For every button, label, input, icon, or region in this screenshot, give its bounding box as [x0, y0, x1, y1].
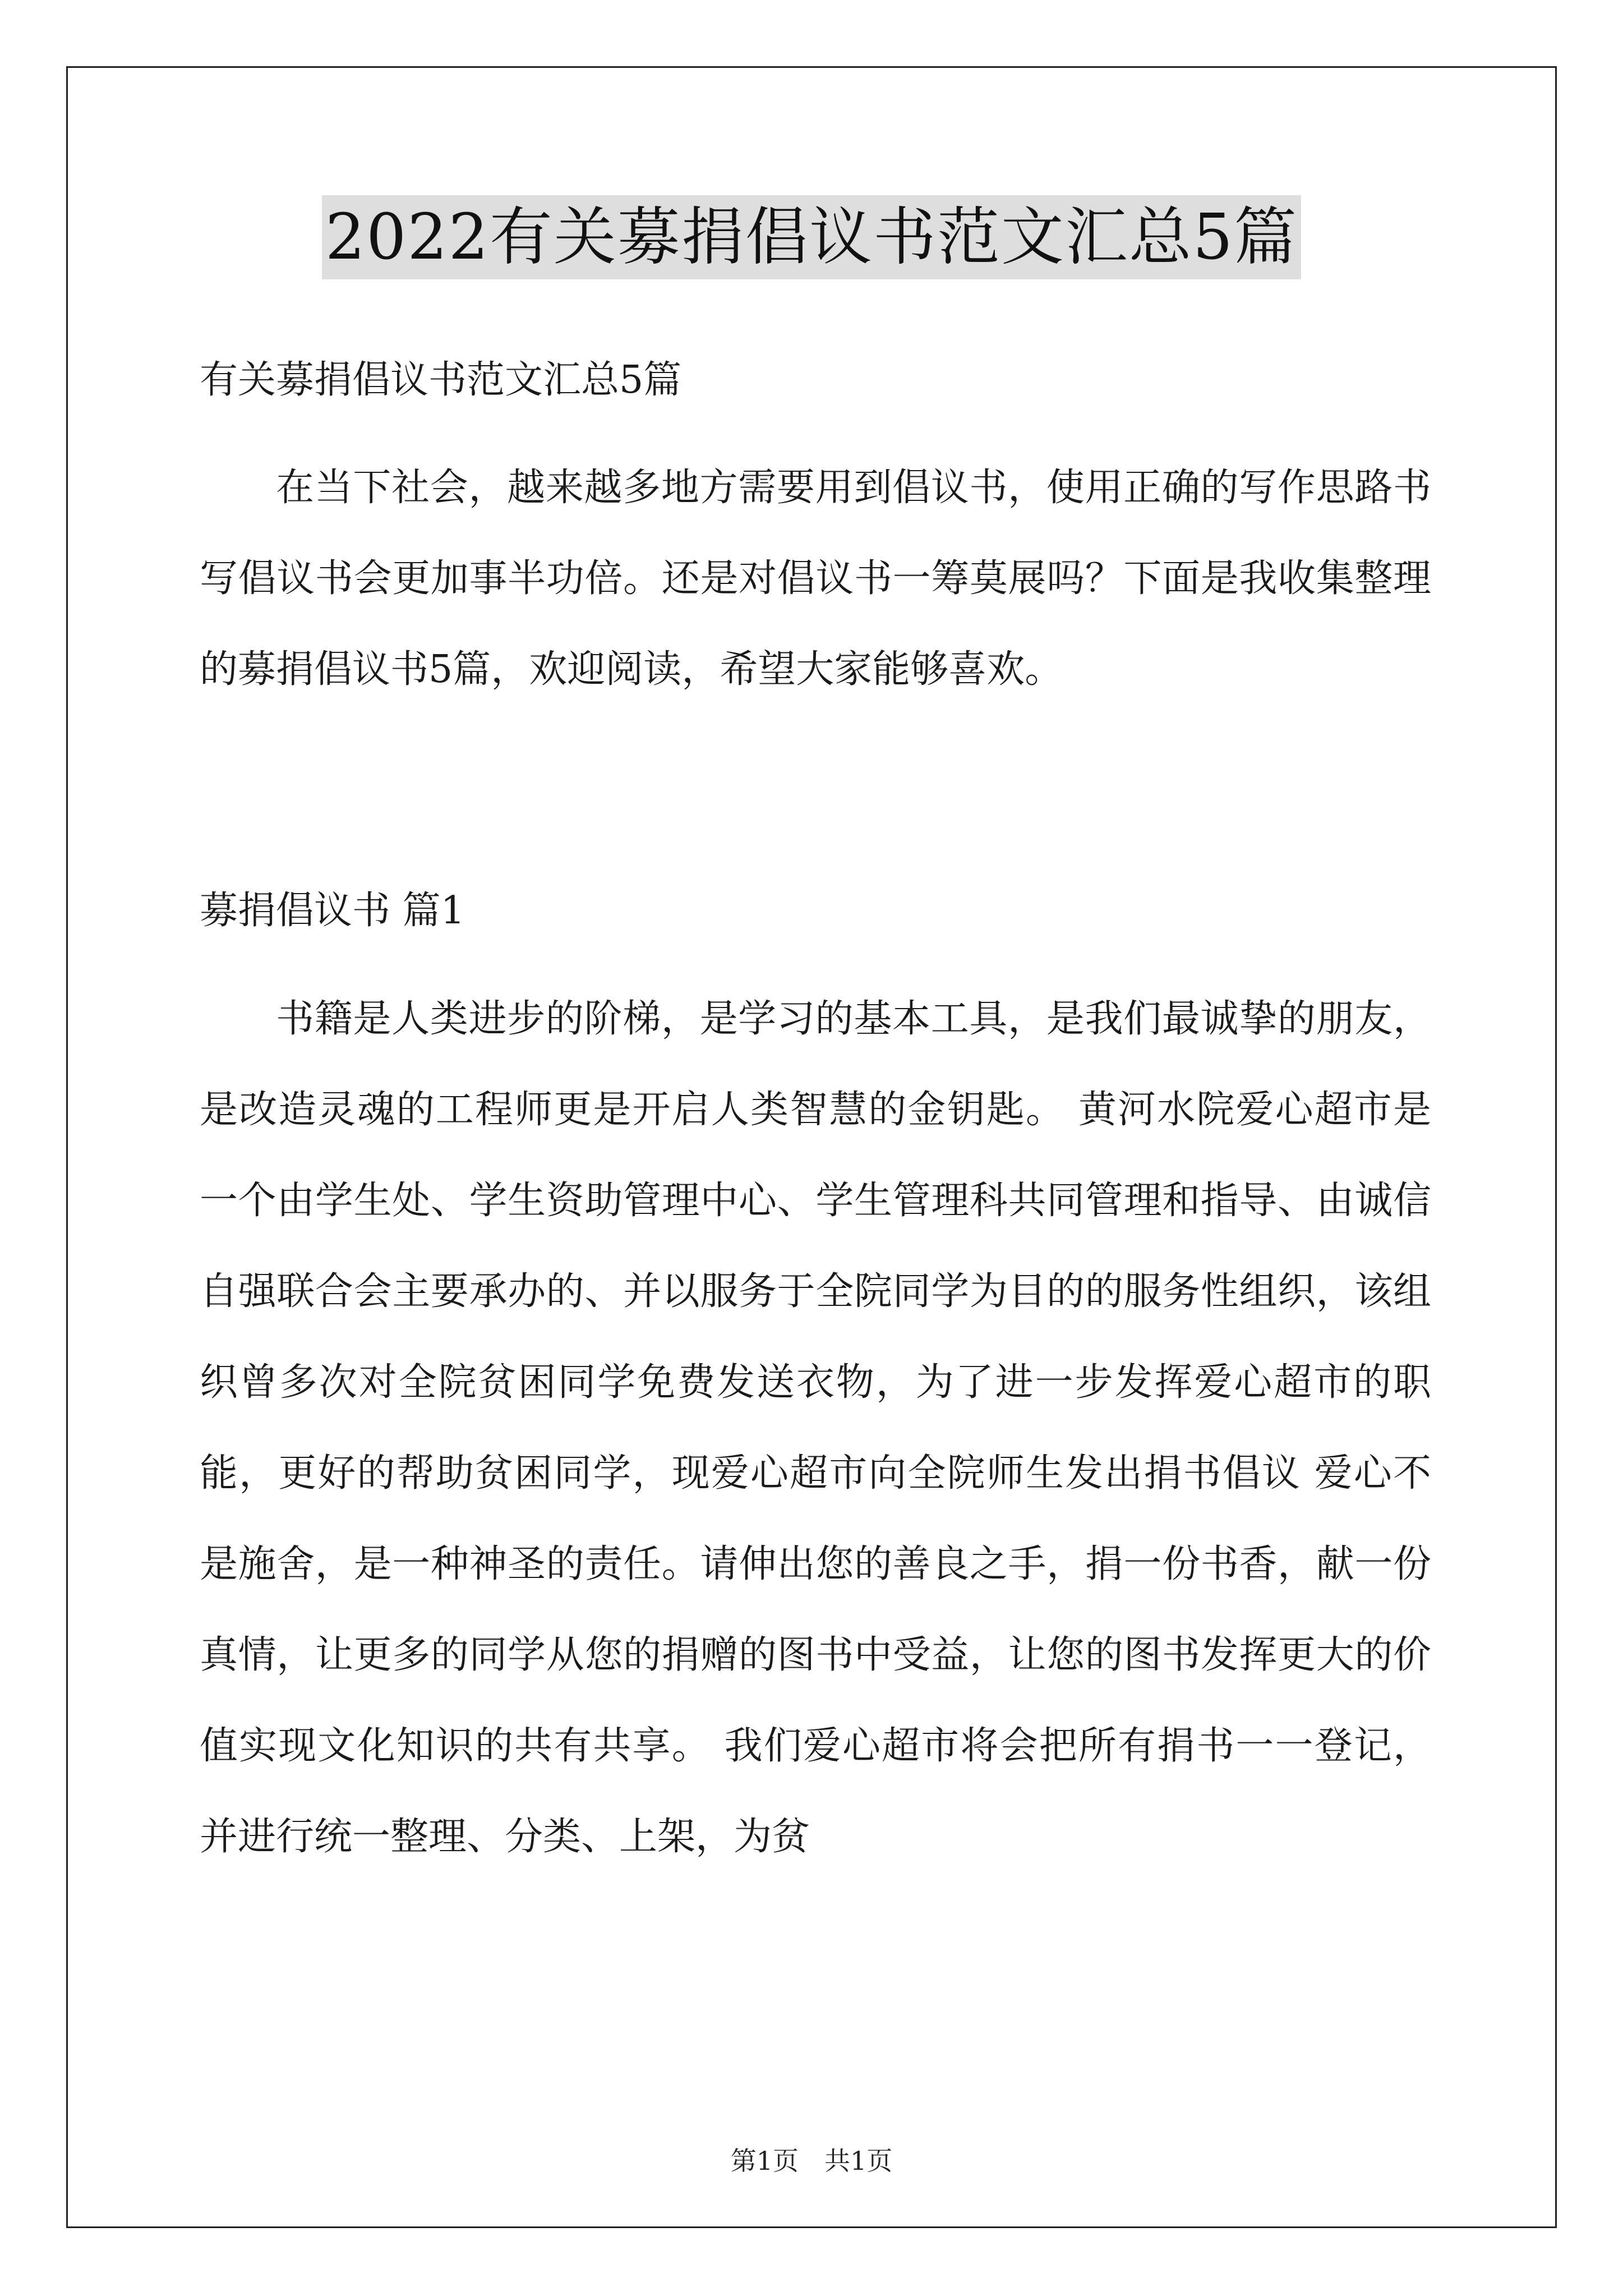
- intro-paragraph: 在当下社会，越来越多地方需要用到倡议书，使用正确的写作思路书写倡议书会更加事半功倍。还是对倡议书一筹莫展吗？下面是我收集整理的募捐倡议书5篇，欢迎阅读，希望大家能够喜欢。: [200, 466, 1431, 692]
- document-title: 2022有关募捐倡议书范文汇总5篇: [322, 195, 1301, 279]
- title-container: [0, 195, 1623, 279]
- section-paragraph: 书籍是人类进步的阶梯，是学习的基本工具，是我们最诚挚的朋友，是改造灵魂的工程师更是开启人类智慧的金钥匙。 黄河水院爱心超市是一个由学生处、学生资助管理中心、学生管理科共同管理和指导、由诚信自强联合会主要承办的、并以服务于全院同学为目的的服务性组织，该组织曾多次对全院贫困同学免费发送衣物，为了进一步发挥爱心超市的职能，更好的帮助贫困同学，现爱心超市向全院师生发出捐书倡议 爱心不是施舍，是一种神圣的责任。请伸出您的善良之手，捐一份书香，献一份真情，让更多的同学从您的捐赠的图书中受益，让您的图书发挥更大的价值实现文化知识的共有共享。 我们爱心超市将会把所有捐书一一登记，并进行统一整理、分类、上架，为贫: [200, 997, 1431, 1859]
- intro-section: [200, 443, 1431, 715]
- section-body: [200, 974, 1431, 1883]
- section-heading: 募捐倡议书 篇1: [200, 889, 465, 933]
- document-subtitle: 有关募捐倡议书范文汇总5篇: [200, 358, 682, 402]
- page-footer: 第1页 共1页: [730, 2146, 893, 2176]
